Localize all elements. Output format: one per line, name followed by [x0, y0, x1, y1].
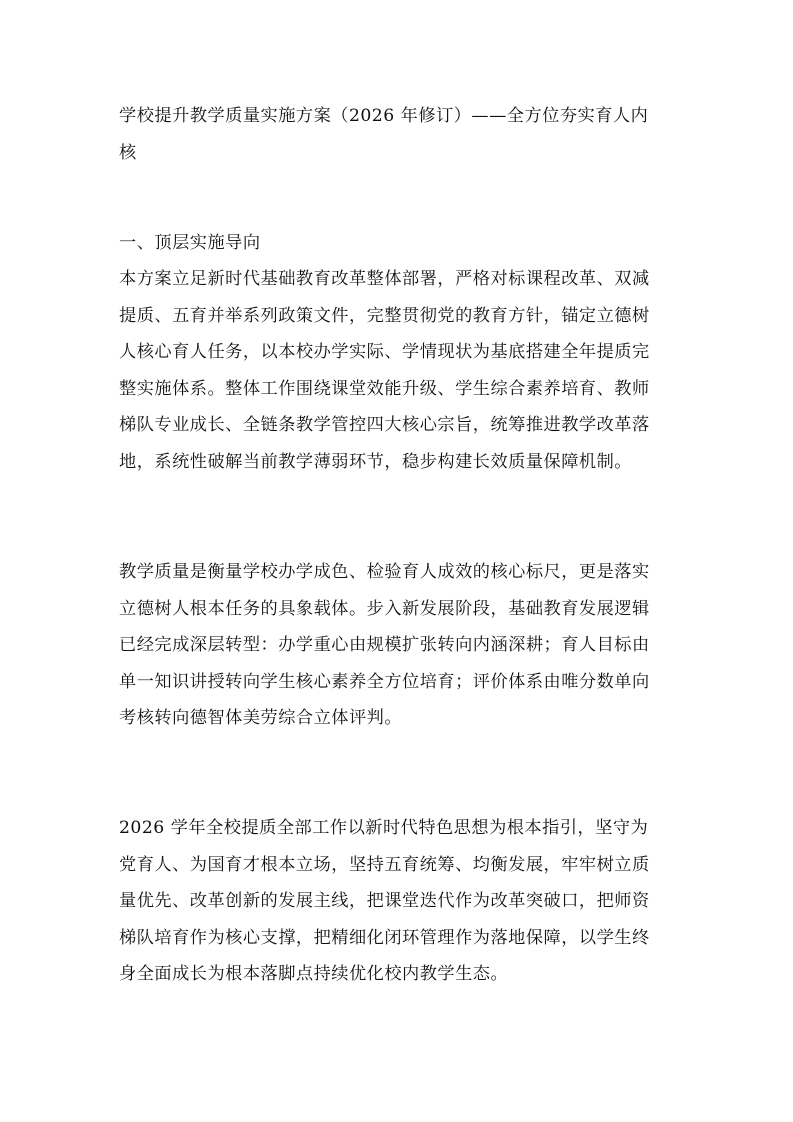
paragraph-line: 教学质量是衡量学校办学成色、检验育人成效的核心标尺，更是落实 — [119, 562, 650, 582]
title-line: 学校提升教学质量实施方案（2026 年修订）——全方位夯实育人内 — [119, 106, 649, 126]
paragraph-line: 梯队培育作为核心支撑，把精细化闭环管理作为落地保障，以学生终 — [119, 927, 650, 948]
paragraph-line: 提质、五育并举系列政策文件，完整贯彻党的教育方针，锚定立德树 — [119, 305, 650, 326]
paragraph-line: 整实施体系。整体工作围绕课堂效能升级、学生综合素养培育、教师 — [119, 378, 650, 399]
paragraph-line: 人核心育人任务，以本校办学实际、学情现状为基底搭建全年提质完 — [119, 342, 650, 363]
title-line: 核 — [119, 142, 137, 163]
paragraph-line: 单一知识讲授转向学生核心素养全方位培育；评价体系由唯分数单向 — [119, 671, 650, 692]
paragraph-line: 身全面成长为根本落脚点持续优化校内教学生态。 — [119, 964, 509, 985]
paragraph-line: 本方案立足新时代基础教育改革整体部署，严格对标课程改革、双减 — [119, 269, 650, 289]
paragraph-line: 量优先、改革创新的发展主线，把课堂迭代作为改革突破口，把师资 — [119, 891, 650, 912]
paragraph-1 — [119, 261, 680, 481]
paragraph-line: 地，系统性破解当前教学薄弱环节，稳步构建长效质量保障机制。 — [119, 451, 632, 472]
paragraph-line: 已经完成深层转型：办学重心由规模扩张转向内涵深耕；育人目标由 — [119, 635, 650, 656]
paragraph-2 — [119, 554, 680, 737]
paragraph-line: 党育人、为国育才根本立场，坚持五育统筹、均衡发展，牢牢树立质 — [119, 854, 650, 875]
paragraph-3 — [119, 810, 680, 993]
section-heading-text: 一、顶层实施导向 — [119, 233, 261, 253]
document-title — [119, 98, 680, 171]
paragraph-line: 梯队专业成长、全链条教学管控四大核心宗旨，统筹推进教学改革落 — [119, 415, 650, 436]
paragraph-line: 立德树人根本任务的具象载体。步入新发展阶段，基础教育发展逻辑 — [119, 598, 650, 619]
paragraph-line: 考核转向德智体美劳综合立体评判。 — [119, 708, 403, 729]
paragraph-line: 2026 学年全校提质全部工作以新时代特色思想为根本指引，坚守为 — [119, 818, 649, 838]
section-heading — [119, 225, 680, 262]
